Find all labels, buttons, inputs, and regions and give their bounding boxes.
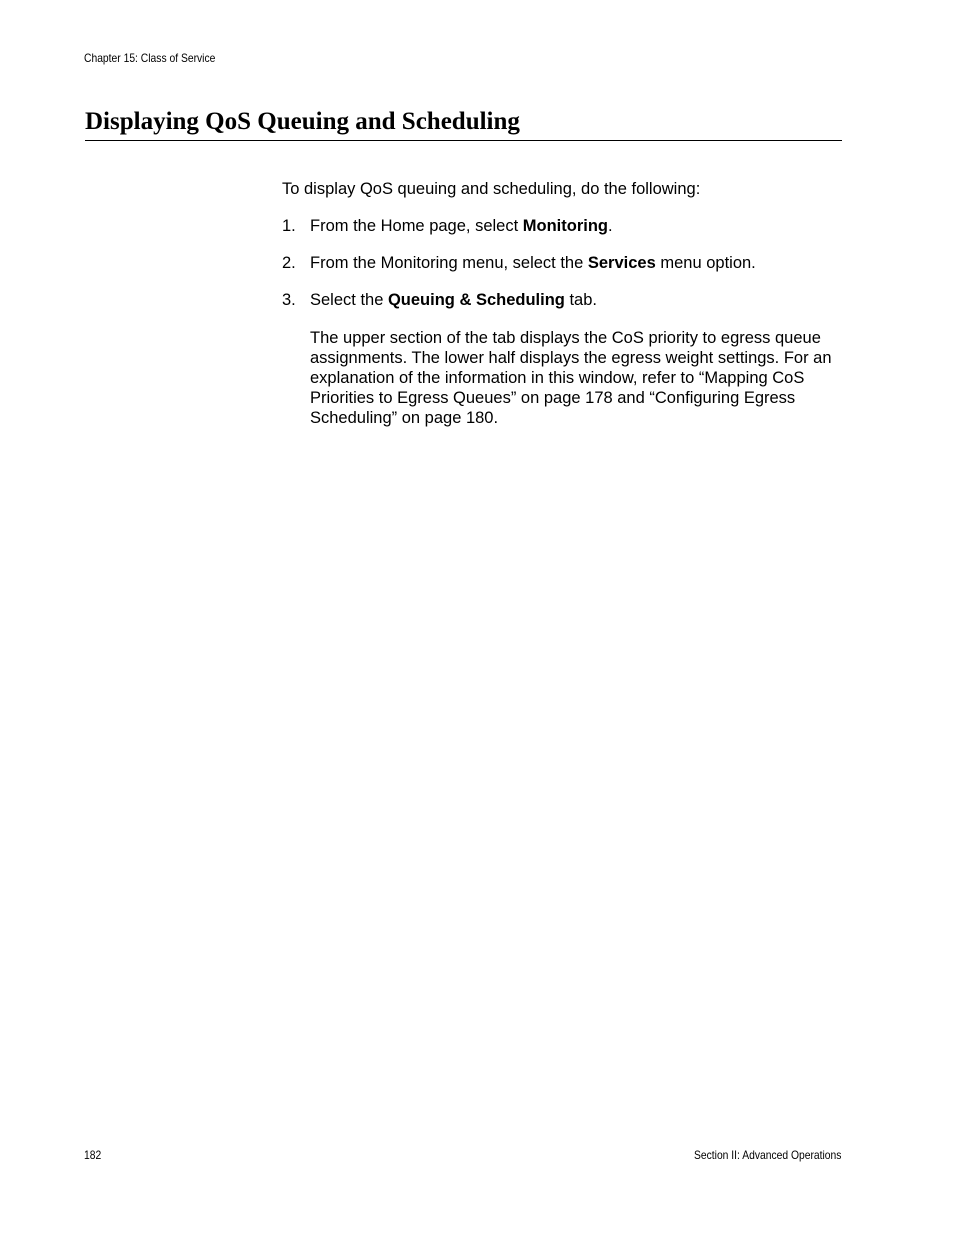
intro-paragraph: To display QoS queuing and scheduling, do the following: <box>282 180 701 198</box>
step-text-end: tab. <box>564 291 597 309</box>
step-text-end: menu option. <box>655 254 756 272</box>
step-text: Select the <box>310 291 388 309</box>
procedure-steps <box>282 216 842 327</box>
footer-page-number: 182 <box>84 1148 102 1162</box>
step-ui-term: Monitoring <box>522 217 608 235</box>
step-item <box>282 253 842 273</box>
step-number: 1. <box>282 217 296 235</box>
step-item <box>282 290 842 310</box>
step-ui-term: Queuing & Scheduling <box>387 291 565 309</box>
step-text-end: . <box>608 217 613 235</box>
step-item <box>282 216 842 236</box>
step-note-paragraph: The upper section of the tab displays the CoS priority to egress queue assignments. The lower half displays the egress weight settings. For an explanation of the information in this window, refer to “Mapping CoS Priorities to Egress Queues” on page 178 and “Configuring Egress Scheduling” on page 180. <box>310 329 832 427</box>
running-header-chapter: Chapter 15: Class of Service <box>84 51 216 65</box>
footer-section-title: Section II: Advanced Operations <box>693 1148 841 1162</box>
step-number: 3. <box>282 291 296 309</box>
section-heading: Displaying QoS Queuing and Scheduling <box>85 106 842 141</box>
step-ui-term: Services <box>587 254 656 272</box>
step-text: From the Home page, select <box>310 217 523 235</box>
step-number: 2. <box>282 254 296 272</box>
step-text: From the Monitoring menu, select the <box>310 254 588 272</box>
